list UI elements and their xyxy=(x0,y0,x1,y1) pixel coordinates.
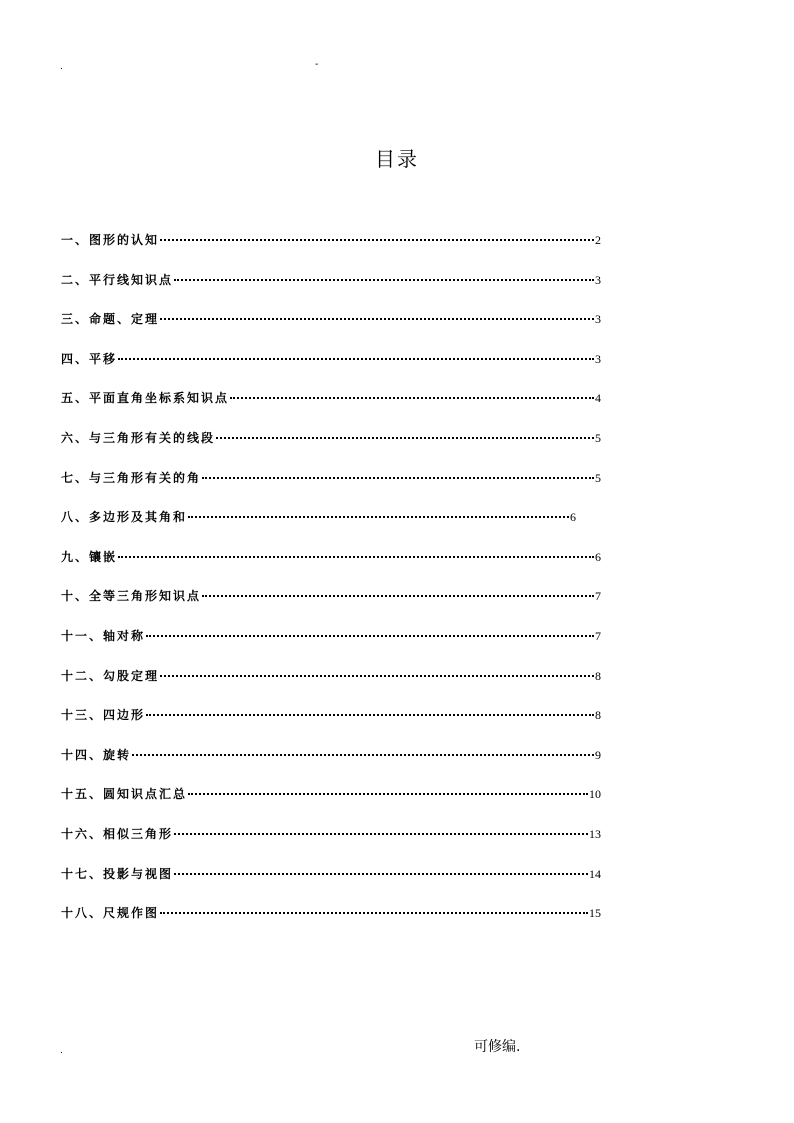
toc-entry[interactable] xyxy=(61,706,601,746)
dot-leader xyxy=(174,873,588,875)
dot-leader xyxy=(160,239,594,241)
toc-entry-label: 四、平移 xyxy=(61,351,118,366)
page-title: 目录 xyxy=(375,147,419,171)
toc-entry[interactable] xyxy=(61,904,601,944)
toc-entry-page: 3 xyxy=(595,312,601,327)
toc-entry-label: 十三、四边形 xyxy=(61,708,146,723)
toc-entry-page: 15 xyxy=(589,906,601,921)
toc-entry[interactable] xyxy=(61,310,601,350)
footer-text: 可修编. xyxy=(474,1039,521,1055)
dot-leader xyxy=(146,714,594,716)
toc-entry-label: 十四、旋转 xyxy=(61,747,132,762)
toc-entry-label: 十、全等三角形知识点 xyxy=(61,589,202,604)
toc-entry-label: 十八、尺规作图 xyxy=(61,906,160,921)
dot-leader xyxy=(188,516,569,518)
toc-entry[interactable] xyxy=(61,469,601,509)
dot-leader xyxy=(202,477,594,479)
toc-entry-label: 九、镶嵌 xyxy=(61,549,118,564)
toc-entry-label: 六、与三角形有关的线段 xyxy=(61,430,216,445)
toc-entry-page: 2 xyxy=(595,233,601,247)
toc-entry-label: 八、多边形及其角和 xyxy=(61,510,188,525)
toc-entry-page: 9 xyxy=(595,747,601,762)
toc-entry-label: 五、平面直角坐标系知识点 xyxy=(61,391,230,406)
toc-entry[interactable] xyxy=(61,389,601,429)
toc-entry-page: 7 xyxy=(595,628,601,643)
dot-leader xyxy=(174,833,588,835)
dot-leader xyxy=(160,675,594,677)
header-dash-mark: - xyxy=(315,59,319,70)
toc-entry-page: 5 xyxy=(595,470,601,485)
toc-entry[interactable] xyxy=(61,508,576,548)
toc-entry-label: 一、图形的认知 xyxy=(61,233,160,247)
header-dot-mark: . xyxy=(60,61,63,72)
toc-entry-page: 3 xyxy=(595,351,601,366)
dot-leader xyxy=(118,358,594,360)
footer-dot-mark: . xyxy=(60,1045,63,1056)
table-of-contents xyxy=(61,231,601,944)
toc-entry-label: 三、命题、定理 xyxy=(61,312,160,327)
toc-entry[interactable] xyxy=(61,667,601,707)
toc-entry-page: 10 xyxy=(589,787,601,802)
toc-entry-label: 十二、勾股定理 xyxy=(61,668,160,683)
dot-leader xyxy=(146,635,594,637)
toc-entry[interactable] xyxy=(61,271,601,311)
toc-entry[interactable] xyxy=(61,746,601,786)
dot-leader xyxy=(160,318,594,320)
toc-entry-label: 十一、轴对称 xyxy=(61,628,146,643)
toc-entry-page: 6 xyxy=(570,510,576,525)
toc-entry-page: 8 xyxy=(595,708,601,723)
toc-entry-page: 5 xyxy=(595,430,601,445)
toc-entry-label: 七、与三角形有关的角 xyxy=(61,470,202,485)
toc-entry[interactable] xyxy=(61,865,601,905)
toc-entry[interactable] xyxy=(61,627,601,667)
toc-entry-page: 6 xyxy=(595,549,601,564)
toc-entry-page: 4 xyxy=(595,391,601,406)
toc-entry[interactable] xyxy=(61,587,601,627)
toc-entry[interactable] xyxy=(61,785,601,825)
dot-leader xyxy=(230,397,594,399)
toc-entry-page: 14 xyxy=(589,866,601,881)
dot-leader xyxy=(118,556,594,558)
dot-leader xyxy=(174,279,594,281)
toc-entry-page: 3 xyxy=(595,272,601,287)
toc-entry[interactable] xyxy=(61,825,601,865)
toc-entry-page: 13 xyxy=(589,826,601,841)
dot-leader xyxy=(202,595,594,597)
toc-entry-label: 十五、圆知识点汇总 xyxy=(61,787,188,802)
dot-leader xyxy=(132,754,594,756)
toc-entry-label: 二、平行线知识点 xyxy=(61,272,174,287)
toc-entry-page: 7 xyxy=(595,589,601,604)
dot-leader xyxy=(160,912,588,914)
toc-entry[interactable] xyxy=(61,429,601,469)
toc-entry[interactable] xyxy=(61,548,601,588)
dot-leader xyxy=(216,437,594,439)
dot-leader xyxy=(188,793,588,795)
toc-entry-page: 8 xyxy=(595,668,601,683)
toc-entry[interactable] xyxy=(61,231,601,271)
toc-entry[interactable] xyxy=(61,350,601,390)
toc-entry-label: 十六、相似三角形 xyxy=(61,826,174,841)
toc-entry-label: 十七、投影与视图 xyxy=(61,866,174,881)
